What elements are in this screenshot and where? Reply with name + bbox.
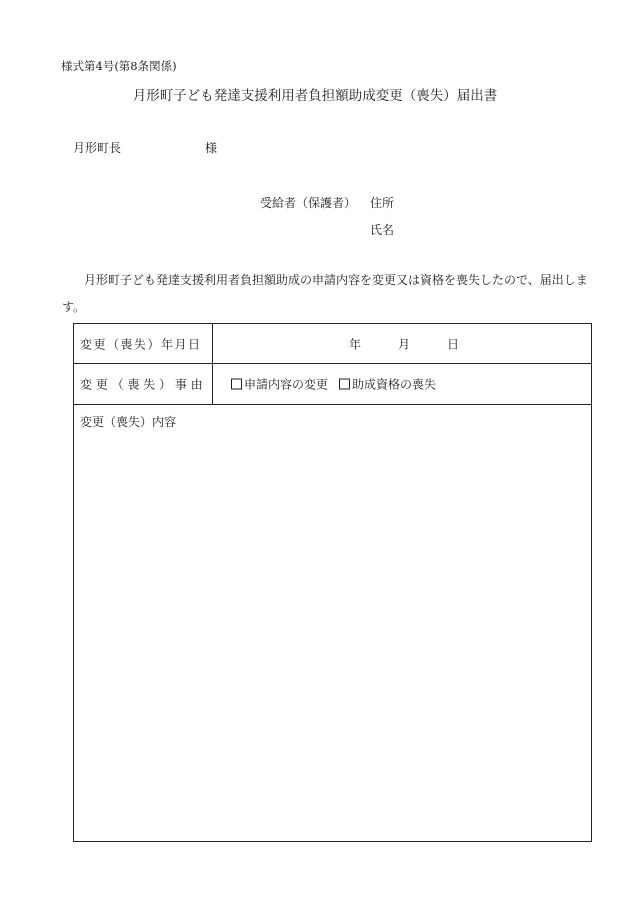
option-content-change[interactable] bbox=[231, 376, 328, 393]
body-text: 月形町子ども発達支援利用者負担額助成の申請内容を変更又は資格を喪失したので、届出します。 bbox=[62, 273, 588, 314]
date-label: 変更（喪失）年月日 bbox=[80, 337, 202, 351]
checkbox-icon[interactable] bbox=[339, 379, 350, 390]
name-label: 氏名 bbox=[370, 223, 395, 237]
reason-value-cell bbox=[213, 364, 591, 404]
document-title: 月形町子ども発達支援利用者負担額助成変更（喪失）届出書 bbox=[132, 88, 498, 104]
honorific: 様 bbox=[205, 141, 218, 155]
form-table bbox=[73, 323, 592, 842]
reason-label: 変 更 （ 喪 失 ） 事 由 bbox=[80, 377, 203, 392]
form-number: 様式第4号(第8条関係) bbox=[61, 59, 177, 73]
date-label-cell bbox=[74, 324, 213, 363]
option-eligibility-loss-label: 助成資格の喪失 bbox=[352, 377, 437, 392]
date-value-cell[interactable] bbox=[213, 324, 591, 363]
day-label: 日 bbox=[447, 337, 460, 351]
reason-row bbox=[74, 364, 591, 405]
address-label: 住所 bbox=[370, 196, 395, 210]
reason-label-cell bbox=[74, 364, 213, 404]
addressee: 月形町長 bbox=[73, 141, 122, 155]
checkbox-icon[interactable] bbox=[231, 379, 242, 390]
year-label: 年 bbox=[349, 337, 362, 351]
applicant-label: 受給者（保護者） bbox=[260, 196, 357, 210]
option-eligibility-loss[interactable] bbox=[339, 376, 436, 393]
change-content-label: 変更（喪失）内容 bbox=[80, 415, 177, 429]
date-row bbox=[74, 324, 591, 364]
option-content-change-label: 申請内容の変更 bbox=[244, 377, 329, 392]
month-label: 月 bbox=[398, 337, 411, 351]
